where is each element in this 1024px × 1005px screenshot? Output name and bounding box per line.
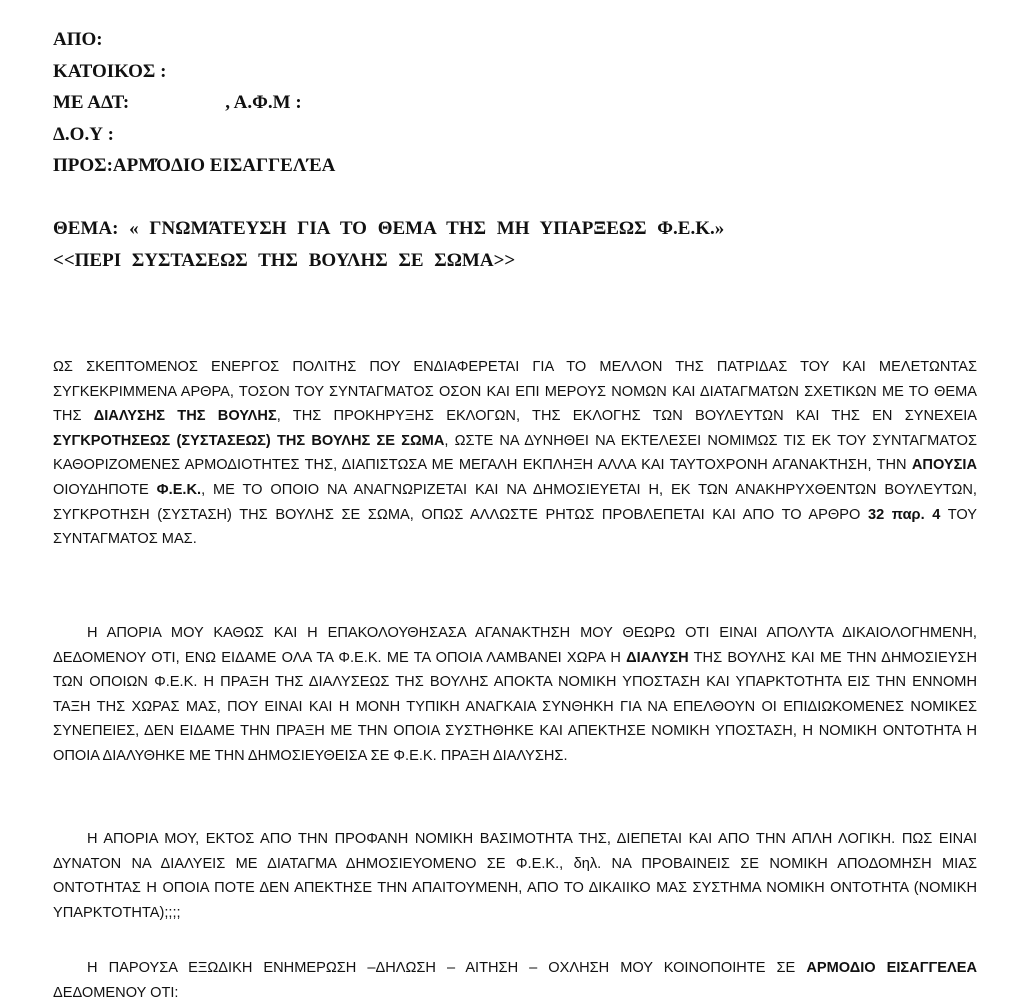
body-paragraph-4 [53,956,977,1005]
body-paragraph-2 [53,621,977,769]
sender-header [53,24,335,182]
bold-run: ΑΠΟΥΣΙΑ [911,457,977,474]
bold-run: ΔΙΑΛΥΣΗΣ ΤΗΣ ΒΟΥΛΗΣ [93,408,277,425]
resident-label: ΚΑΤΟΙΚΟΣ : [53,60,167,82]
tax-office-label: Δ.Ο.Υ : [53,123,114,145]
text-run: ΩΣ ΣΚΕΠΤΟΜΕΝΟΣ ΕΝΕΡΓΟΣ ΠΟΛΙΤΗΣ ΠΟΥ ΕΝΔΙΑΦΕΡΕΤΑΙ ΓΙΑ ΤΟ ΜΕΛΛΟΝ ΤΗΣ ΠΑΤΡΙΔΑΣ ΤΟΥ ΚΑΙ ΜΕΛΕΤΩΝΤΑΣ ΣΥΓΚΕΚΡΙΜΜΕΝΑ ΑΡΘΡΑ, ΤΟΣΟΝ ΤΟΥ ΣΥΝΤΑΓΜΑΤΟΣ ΟΣΟΝ ΚΑΙ ΕΠΙ ΜΕΡΟΥΣ ΝΟΜΩΝ ΚΑΙ ΔΙΑΤΑΓΜΑΤΩΝ ΣΧΕΤΙΚΩΝ ΜΕ ΤΟ ΘΕΜΑ ΤΗΣ [53,359,977,425]
text-run: Η ΠΑΡΟΥΣΑ ΕΞΩΔΙΚΗ ΕΝΗΜΕΡΩΣΗ –ΔΗΛΩΣΗ – ΑΙΤΗΣΗ – ΟΧΛΗΣΗ ΜΟΥ ΚΟΙΝΟΠΟΙΗΤΕ ΣΕ [87,960,807,976]
text-run: , ΜΕ ΤΟ ΟΠΟΙΟ ΝΑ ΑΝΑΓΝΩΡΙΖΕΤΑΙ ΚΑΙ ΝΑ ΔΗΜΟΣΙΕΥΕΤΑΙ Η, ΕΚ ΤΩΝ ΑΝΑΚΗΡΥΧΘΕΝΤΩΝ ΒΟΥΛΕΥΤΩΝ, ΣΥΓΚΡΟΤΗΣΗ (ΣΥΣΤΑΣΗ) ΤΗΣ ΒΟΥΛΗΣ ΣΕ ΣΩΜΑ, ΟΠΩΣ ΑΛΛΩΣΤΕ ΡΗΤΩΣ ΠΡΟΒΛΕΠΕΤΑΙ ΚΑΙ ΑΠΟ ΤΟ ΑΡΘΡΟ [53,481,977,523]
text-run: ΟΙΟΥΔΗΠΟΤΕ [53,481,157,498]
text-run: Η ΑΠΟΡΙΑ ΜΟΥ ΚΑΘΩΣ ΚΑΙ Η ΕΠΑΚΟΛΟΥΘΗΣΑΣΑ ΑΓΑΝΑΚΤΗΣΗ ΜΟΥ ΘΕΩΡΩ ΟΤΙ ΕΙΝΑΙ ΑΠΟΛΥΤΑ ΔΙΚΑΙΟΛΟΓΗΜΕΝΗ, ΔΕΔΟΜΕΝΟΥ ΟΤΙ, ΕΝΩ ΕΙΔΑΜΕ ΟΛΑ ΤΑ Φ.Ε.Κ. ΜΕ ΤΑ ΟΠΟΙΑ ΛΑΜΒΑΝΕΙ ΧΩΡΑ Η [53,625,977,666]
text-run: , ΩΣΤΕ ΝΑ ΔΥΝΗΘΕΙ ΝΑ ΕΚΤΕΛΕΣΕΙ ΝΟΜΙΜΩΣ ΤΙΣ ΕΚ ΤΟΥ ΣΥΝΤΑΓΜΑΤΟΣ ΚΑΘΟΡΙΖΟΜΕΝΕΣ ΑΡΜΟΔΙΟΤΗΤΕΣ ΤΗΣ, ΔΙΑΠΙΣΤΩΣΑ ΜΕ ΜΕΓΑΛΗ ΕΚΠΛΗΞΗ ΑΛΛΑ ΚΑΙ ΤΑΥΤΟΧΡΟΝΗ ΑΓΑΝΑΚΤΗΣΗ, ΤΗΝ [53,432,977,474]
tax-office-line [53,119,335,151]
text-run: ΤΟΥ ΣΥΝΤΑΓΜΑΤΟΣ ΜΑΣ. [53,506,977,548]
subject-line-1: ΘΕΜΑ: « ΓΝΩΜΆΤΕΥΣΗ ΓΙΑ ΤΟ ΘΕΜΑ ΤΗΣ ΜΗ ΥΠΑΡΞΕΩΣ Φ.Ε.Κ.» [53,218,725,239]
bold-run: 32 παρ. 4 [867,506,941,523]
from-label: ΑΠΟ: [53,29,103,50]
text-run: Η ΑΠΟΡΙΑ ΜΟΥ, ΕΚΤΟΣ ΑΠΟ ΤΗΝ ΠΡΟΦΑΝΗ ΝΟΜΙΚΗ ΒΑΣΙΜΟΤΗΤΑ ΤΗΣ, ΔΙΕΠΕΤΑΙ ΚΑΙ ΑΠΟ ΤΗΝ ΑΠΛΗ ΛΟΓΙΚΗ. ΠΩΣ ΕΙΝΑΙ ΔΥΝΑΤΟΝ ΝΑ ΔΙΑΛΥΕΙΣ ΜΕ ΔΙΑΤΑΓΜΑ ΔΗΜΟΣΙΕΥΟΜΕΝΟ ΣΕ Φ.Ε.Κ., δηλ. ΝΑ ΠΡΟΒΑΙΝΕΙΣ ΣΕ ΝΟΜΙΚΗ ΑΠΟΔΟΜΗΣΗ ΜΙΑΣ ΟΝΤΟΤΗΤΑΣ Η ΟΠΟΙΑ ΠΟΤΕ ΔΕΝ ΑΠΕΚΤΗΣΕ ΤΗΝ ΑΠΑΙΤΟΥΜΕΝΗ, ΑΠΟ ΤΟ ΔΙΚΑΙΙΚΟ ΜΑΣ ΣΥΣΤΗΜΑ ΝΟΜΙΚΗ ΟΝΤΟΤΗΤΑ (ΝΟΜΙΚΗ ΥΠΑΡΚΤΟΤΗΤΑ);;;; [53,831,977,921]
text-run: , ΤΗΣ ΠΡΟΚΗΡΥΞΗΣ ΕΚΛΟΓΩΝ, ΤΗΣ ΕΚΛΟΓΗΣ ΤΩΝ ΒΟΥΛΕΥΤΩΝ ΚΑΙ ΤΗΣ ΕΝ ΣΥΝΕΧΕΙΑ [276,408,977,425]
bold-run: ΔΙΑΛΥΣΗ [626,649,689,666]
bold-run: Φ.Ε.Κ. [156,481,202,498]
text-run: ΔΕΔΟΜΕΝΟΥ ΟΤΙ: [53,984,179,1001]
bold-run: ΑΡΜΟΔΙΟ ΕΙΣΑΓΓΕΛΕΑ [806,960,977,976]
text-run: ΤΗΣ ΒΟΥΛΗΣ ΚΑΙ ΜΕ ΤΗΝ ΔΗΜΟΣΙΕΥΣΗ ΤΩΝ ΟΠΟΙΩΝ Φ.Ε.Κ. Η ΠΡΑΞΗ ΤΗΣ ΔΙΑΛΥΣΕΩΣ ΤΗΣ ΒΟΥΛΗΣ ΑΠΟΚΤΑ ΝΟΜΙΚΗ ΥΠΟΣΤΑΣΗ ΚΑΙ ΥΠΑΡΚΤΟΤΗΤΑ ΕΙΣ ΤΗΝ ΕΝΝΟΜΗ ΤΑΞΗ ΤΗΣ ΧΩΡΑΣ ΜΑΣ, ΠΟΥ ΕΙΝΑΙ ΚΑΙ Η ΜΟΝΗ ΤΥΠΙΚΗ ΑΝΑΓΚΑΙΑ ΣΥΝΘΗΚΗ ΓΙΑ ΝΑ ΕΠΕΛΘΟΥΝ ΟΙ ΕΠΙΔΙΩΚΟΜΕΝΕΣ ΝΟΜΙΚΕΣ ΣΥΝΕΠΕΙΕΣ, ΔΕΝ ΕΙΔΑΜΕ ΤΗΝ ΠΡΑΞΗ ΜΕ ΤΗΝ ΟΠΟΙΑ ΣΥΣΤΗΘΗΚΕ ΚΑΙ ΑΠΕΚΤΗΣΕ ΝΟΜΙΚΗ ΥΠΟΣΤΑΣΗ, Η ΝΟΜΙΚΗ ΟΝΤΟΤΗΤΑ Η ΟΠΟΙΑ ΔΙΑΛΥΘΗΚΕ ΜΕ ΤΗΝ ΔΗΜΟΣΙΕΥΘΕΙΣΑ ΣΕ Φ.Ε.Κ. ΠΡΑΞΗ ΔΙΑΛΥΣΗΣ. [53,649,977,764]
body-paragraph-1 [53,355,977,552]
tax-id-label: , Α.Φ.Μ : [225,92,302,113]
body-paragraph-3 [53,827,977,925]
from-line [53,24,335,56]
bold-run: ΣΥΓΚΡΟΤΗΣΕΩΣ (ΣΥΣΤΑΣΕΩΣ) ΤΗΣ ΒΟΥΛΗΣ ΣΕ ΣΩΜΑ [53,432,445,449]
id-line [53,87,335,119]
resident-line [53,56,335,88]
subject-block [53,213,724,276]
id-label: ΜΕ ΑΔΤ: [53,92,130,113]
recipient-line [53,150,335,182]
subject-line-2: <<ΠΕΡΙ ΣΥΣΤΑΣΕΩΣ ΤΗΣ ΒΟΥΛΗΣ ΣΕ ΣΩΜΑ>> [53,249,516,271]
recipient-label: ΠΡΟΣ:ΑΡΜΌΔΙΟ ΕΙΣΑΓΓΕΛΈΑ [53,155,336,176]
